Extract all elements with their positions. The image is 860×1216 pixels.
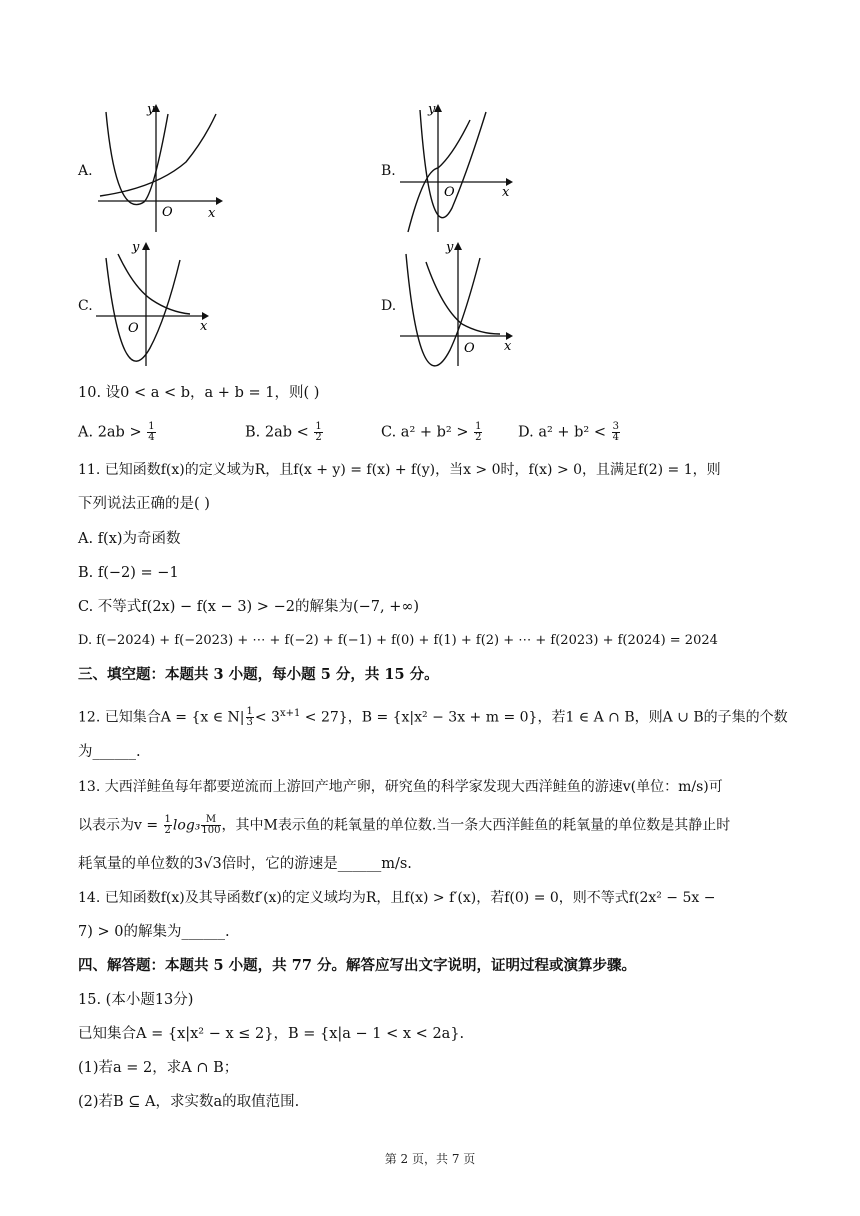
q10-option-b-fraction [314,422,322,443]
q12-line-1-start: 12. 已知集合A = {x ∈ N| [78,709,245,726]
q15-line-1: 已知集合A = {x|x² − x ≤ 2}，B = {x|a − 1 < x < 2a}. [78,1026,465,1042]
q12-exponent: x+1 [279,708,301,719]
q12-line-1-end: < 27}，B = {x|x² − 3x + m = 0}，若1 ∈ A ∩ B，则A ∪ B的子集的个数 [300,709,788,726]
q10-option-b-text: B. 2ab < [245,424,309,441]
fraction-numerator: 1 [315,421,322,432]
graph-d [398,238,520,368]
q14-line-1: 14. 已知函数f(x)及其导函数f′(x)的定义域均为R，且f(x) > f′(x)，若f(0) = 0，则不等式f(2x² − 5x − [78,890,716,906]
fraction-denominator: 3 [246,717,253,729]
graph-c [94,238,216,368]
q12-line-1-power-base: < 3 [254,709,280,726]
fraction-denominator: 2 [315,432,322,443]
graph-a-y-label: y [147,102,155,117]
graph-a-x-label: x [208,206,216,221]
q10-option-a-fraction [147,422,155,443]
graph-a-origin-label: O [162,205,173,220]
q15-line-2: (1)若a = 2，求A ∩ B； [78,1060,239,1076]
graph-b-x-label: x [502,185,510,200]
graph-c-x-label: x [200,319,208,334]
q13-fraction-m [201,815,220,836]
fraction-denominator: 4 [148,432,155,443]
q13-line-2 [78,815,730,836]
graph-b [398,100,518,235]
section-3-heading: 三、填空题：本题共 3 小题，每小题 5 分，共 15 分。 [78,666,439,683]
fraction-numerator: 1 [475,421,482,432]
fraction-numerator: M [201,815,220,826]
q10-option-d-fraction [612,422,620,443]
graph-b-y-label: y [428,102,436,117]
q13-line-2-end: ，其中M表示鱼的耗氧量的单位数.当一条大西洋鲑鱼的耗氧量的单位数是其静止时 [221,817,731,834]
q11-option-b: B. f(−2) = −1 [78,565,179,581]
page-footer: 第 2 页，共 7 页 [384,1152,476,1166]
q13-fraction-half [164,815,172,836]
q13-log: log₃ [172,817,201,834]
q12-fraction [246,707,254,728]
q11-stem-line-2: 下列说法正确的是( ) [78,496,210,512]
fraction-denominator: 2 [475,432,482,443]
graph-c-origin-label: O [128,321,139,336]
fraction-numerator: 1 [148,421,155,432]
graph-a-label: A. [78,163,93,179]
graph-c-y-label: y [132,240,140,255]
section-4-heading: 四、解答题：本题共 5 小题，共 77 分。解答应写出文字说明，证明过程或演算步骤。 [78,957,636,974]
q15-line-3: (2)若B ⊆ A，求实数a的取值范围. [78,1094,300,1110]
q15-title: 15. (本小题13分) [78,992,194,1008]
q13-line-1: 13. 大西洋鲑鱼每年都要逆流而上游回产地产卵，研究鱼的科学家发现大西洋鲑鱼的游速v(单位：m/s)可 [78,779,723,795]
graph-b-label: B. [381,163,396,179]
graph-a [96,100,226,235]
fraction-denominator: 100 [201,825,221,836]
fraction-numerator: 1 [164,814,171,825]
fraction-denominator: 4 [612,432,619,443]
q10-option-c-text: C. a² + b² > [381,424,469,441]
graph-c-label: C. [78,298,93,314]
fraction-numerator: 3 [612,421,619,432]
q10-option-c [381,422,483,443]
graph-d-x-label: x [504,339,512,354]
q10-option-b [245,422,324,443]
q10-option-a-text: A. 2ab > [78,424,142,441]
q10-option-d-text: D. a² + b² < [518,424,607,441]
q11-option-c: C. 不等式f(2x) − f(x − 3) > −2的解集为(−7, +∞) [78,599,420,615]
q11-option-d: D. f(−2024) + f(−2023) + ⋯ + f(−2) + f(−1) + f(0) + f(1) + f(2) + ⋯ + f(2023) + f(2024) = 2024 [78,633,718,648]
graph-d-origin-label: O [464,341,475,356]
q10-option-a [78,422,157,443]
q11-stem-line-1: 11. 已知函数f(x)的定义域为R，且f(x + y) = f(x) + f(y)，当x > 0时，f(x) > 0，且满足f(2) = 1，则 [78,462,721,478]
q11-option-a: A. f(x)为奇函数 [78,531,181,547]
q14-line-2: 7) > 0的解集为______. [78,924,230,940]
q13-line-3: 耗氧量的单位数的3√3倍时，它的游速是______m/s. [78,856,412,872]
graph-d-label: D. [381,298,397,314]
fraction-denominator: 2 [164,825,171,836]
q13-line-2-start: 以表示为v = [78,817,159,834]
q10-stem: 10. 设0 < a < b，a + b = 1，则( ) [78,385,320,401]
q10-option-d [518,422,621,443]
fraction-numerator: 1 [246,706,253,718]
graph-b-origin-label: O [444,185,455,200]
q10-option-c-fraction [474,422,482,443]
q12-line-1 [78,704,788,728]
q12-line-2: 为______. [78,744,141,760]
graph-d-y-label: y [446,240,454,255]
